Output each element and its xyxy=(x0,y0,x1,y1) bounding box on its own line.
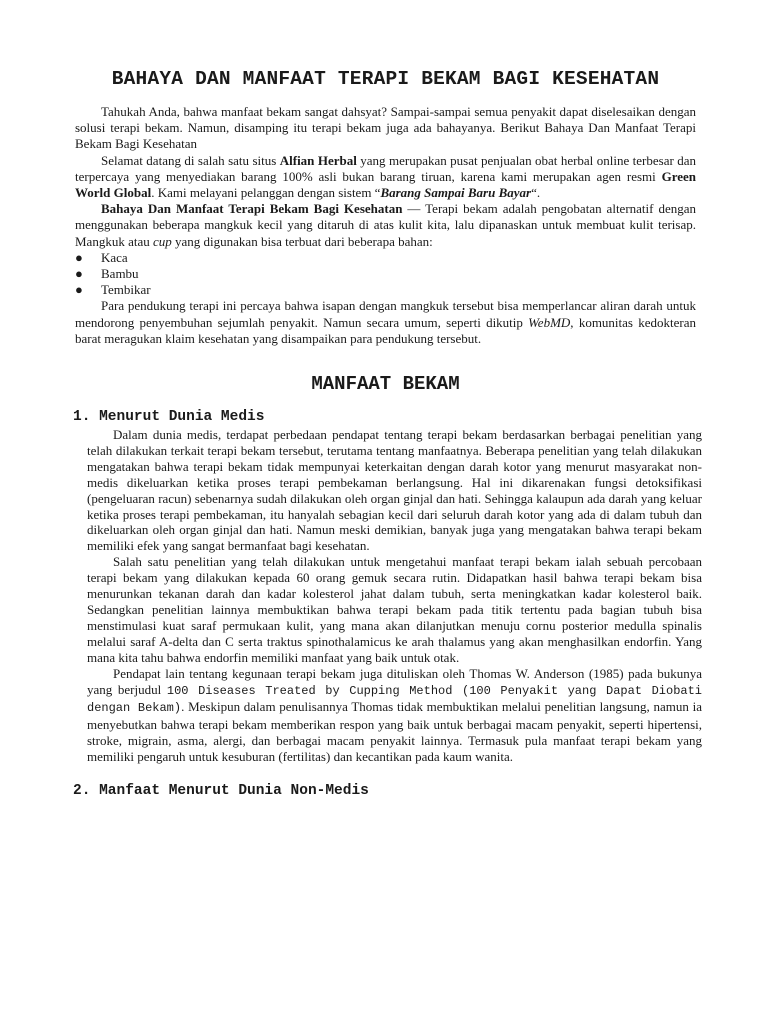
text-run: yang merupakan pusat penjualan obat herbal online terbesar dan terpercaya yang menyediakan barang 100% asli bukan barang tiruan, karena kami merupakan agen resmi xyxy=(75,152,696,184)
intro-paragraph-2 xyxy=(75,153,696,202)
subsection-1-paragraph-3 xyxy=(87,666,702,765)
subsection-heading-1: 1. Menurut Dunia Medis xyxy=(73,409,265,426)
intro-paragraph-4 xyxy=(75,298,696,347)
italic-term: cup xyxy=(152,233,172,249)
subsection-1-paragraph-1: Dalam dunia medis, terdapat perbedaan pendapat tentang terapi bekam berdasarkan berbagai penelitian yang telah dilakukan terkait terapi bekam tersebut, terutama tentang manfaatnya. Beberapa penelitian yang telah dilakukan mengatakan bahwa terapi bekam tidak mempunyai keterkaitan dengan darah kotor yang menurut masyarakat non-medis dikeluarkan ketika proses terapi pembekaman berlangsung. Hal ini dikarenakan fungsi detoksifikasi (pengeluaran racun) sebenarnya sudah dilakukan oleh organ ginjal dan hati. Sehingga kalaupun ada darah yang keluar ketika proses terapi pembekaman, itu hanyalah sebagian kecil dari seluruh darah kotor yang ada di dalam tubuh dan dikeluarkan oleh organ ginjal dan hati. Namun meski demikian, banyak juga yang mengatakan bahwa terapi bekam memiliki efek yang sangat bermanfaat bagi kesehatan. xyxy=(87,427,702,554)
slogan-text: Barang Sampai Baru Bayar xyxy=(380,185,532,201)
text-run: yang digunakan bisa terbuat dari beberapa bahan: xyxy=(171,233,433,249)
text-run: Selamat datang di salah satu situs xyxy=(101,152,280,168)
text-run: . Kami melayani pelanggan dengan sistem “ xyxy=(151,185,381,201)
text-run: “. xyxy=(531,185,541,201)
italic-source: WebMD xyxy=(528,314,571,330)
materials-list xyxy=(75,250,696,299)
list-item xyxy=(75,282,696,298)
text-run: Pendapat lain tentang kegunaan terapi bekam juga dituliskan oleh Thomas W. Anderson (1985) pada bukunya yang berjudul xyxy=(87,665,702,697)
text-run: Para pendukung terapi ini percaya bahwa isapan dengan mangkuk tersebut bisa memperlancar aliran darah untuk mendorong penyembuhan sejumlah penyakit. Namun secara umum, seperti dikutip xyxy=(75,298,696,330)
lead-bold-text: Bahaya Dan Manfaat Terapi Bekam Bagi Kesehatan xyxy=(101,201,403,217)
list-item-label: Tembikar xyxy=(101,282,151,298)
text-run: . Meskipun dalam penulisannya Thomas tidak membuktikan melalui penelitian langsung, namun ia menyebutkan bahwa terapi bekam memberikan respon yang baik untuk berbagai macam penyakit, seperti hipertensi, stroke, migrain, asma, alergi, dan berbagai macam penyakit lainnya. Termasuk pula manfaat terapi bekam yang memiliki pengaruh untuk kesuburan (fertilitas) dan kecantikan pada kaum wanita. xyxy=(87,699,702,765)
list-item xyxy=(75,266,696,282)
list-item-label: Kaca xyxy=(101,249,128,265)
brand-name-green-world: Green World Global xyxy=(75,168,696,201)
subsection-1-paragraph-2: Salah satu penelitian yang telah dilakukan untuk mengetahui manfaat terapi bekam ialah sebuah percobaan terapi bekam yang dilakukan kepada 60 orang gemuk secara rutin. Didapatkan hasil bahwa terapi bekam bisa menurunkan tekanan darah dan kadar kolesterol jahat dalam tubuh, serta meningkatkan kadar kolesterol baik. Sedangkan penelitian lainnya membuktikan bahwa terapi bekam pada titik tertentu pada bagian tubuh bisa menstimulasi kuat saraf permukaan kulit, yang mana akan dilanjutkan menuju cornu posterior medulla spinalis melalui saraf A-delta dan C serta traktus spinothalamicus ke arah thalamus yang akan menghasilkan endorfin. Yang mana kita tahu bahwa endorfin memiliki manfaat yang baik untuk otak. xyxy=(87,554,702,665)
list-item xyxy=(75,250,696,266)
bullet-icon: ● xyxy=(75,282,83,298)
list-item-label: Bambu xyxy=(101,266,139,282)
brand-name-alfian-herbal: Alfian Herbal xyxy=(279,152,357,168)
document-title: BAHAYA DAN MANFAAT TERAPI BEKAM BAGI KESEHATAN xyxy=(111,68,660,90)
bullet-icon: ● xyxy=(75,266,83,282)
bullet-icon: ● xyxy=(75,249,83,265)
intro-paragraph-1: Tahukah Anda, bahwa manfaat bekam sangat dahsyat? Sampai-sampai semua penyakit dapat diselesaikan dengan solusi terapi bekam. Namun, disamping itu terapi bekam juga ada bahayanya. Berikut Bahaya Dan Manfaat Terapi Bekam Bagi Kesehatan xyxy=(75,104,696,152)
text-run: — Terapi bekam adalah pengobatan alternatif dengan menggunakan beberapa mangkuk kecil yang ditaruh di atas kulit kita, lalu dipanaskan untuk membuat kulit terisap. Mangkuk atau xyxy=(75,201,696,249)
intro-section xyxy=(75,104,696,347)
text-run: , komunitas kedokteran barat meragukan klaim kesehatan yang disampaikan para pendukung tersebut. xyxy=(75,314,696,346)
book-title: 100 Diseases Treated by Cupping Method (100 Penyakit yang Dapat Diobati dengan Bekam) xyxy=(87,683,702,716)
intro-paragraph-3 xyxy=(75,201,696,250)
subsection-1-body xyxy=(87,427,702,765)
section-title: MANFAAT BEKAM xyxy=(311,373,460,396)
subsection-heading-2: 2. Manfaat Menurut Dunia Non-Medis xyxy=(73,783,369,800)
